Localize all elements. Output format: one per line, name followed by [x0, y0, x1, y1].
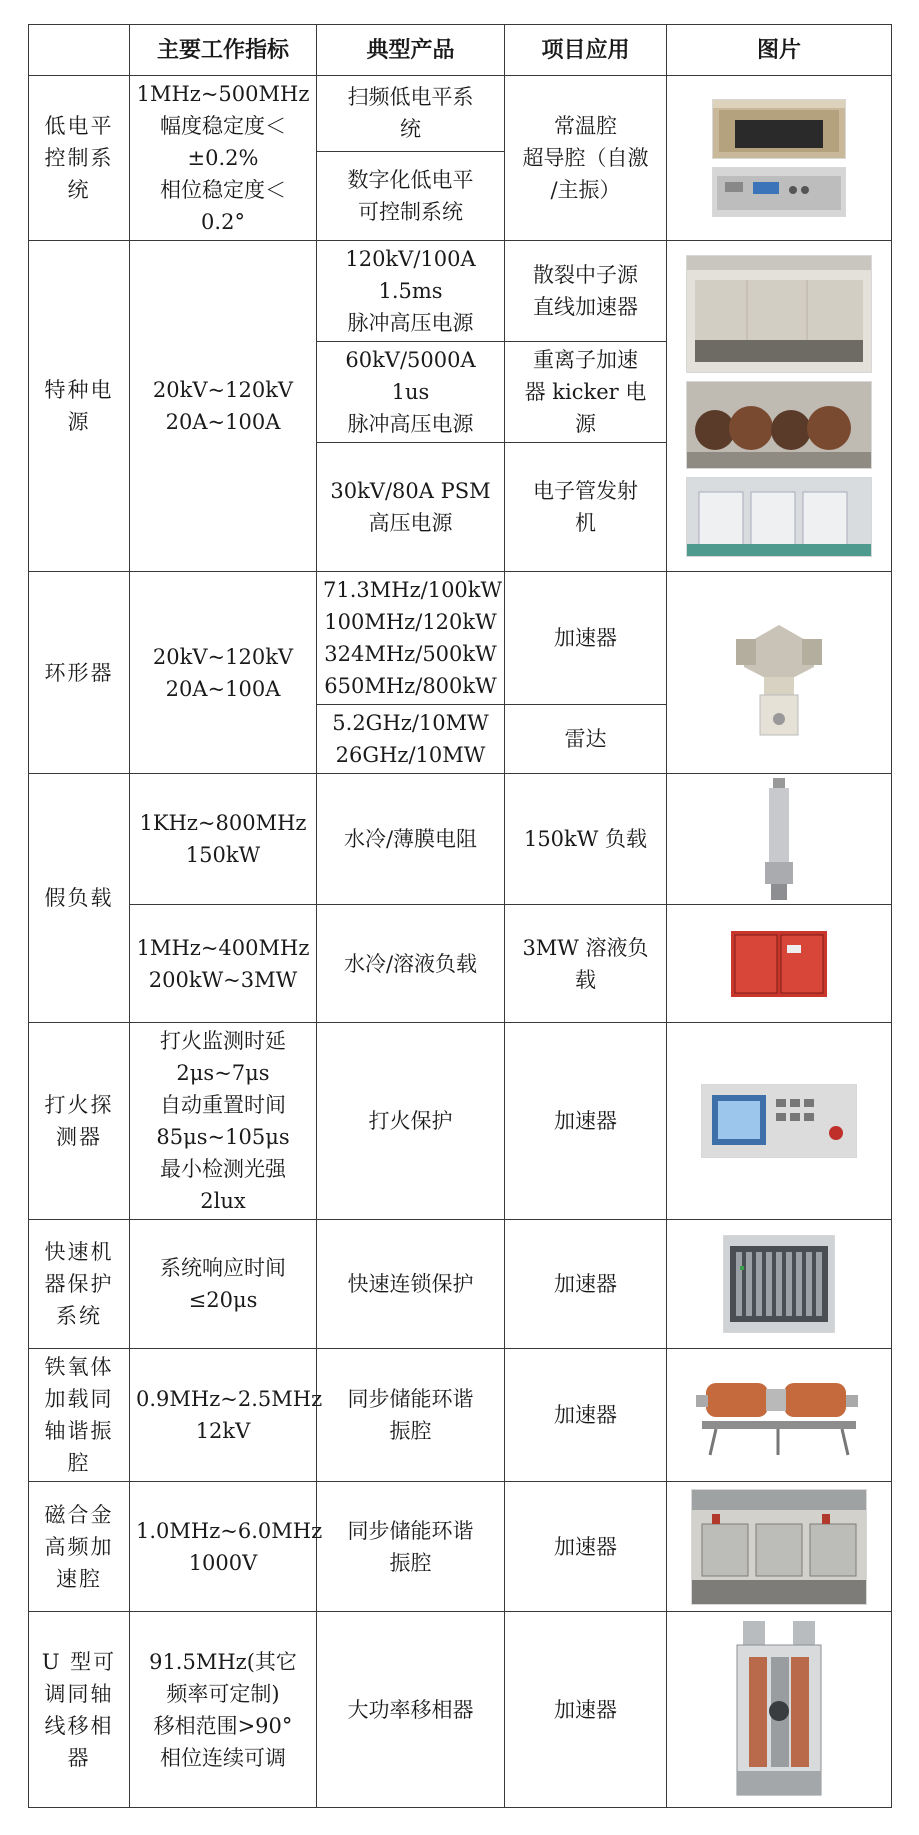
- table-row: [29, 1482, 892, 1612]
- application-cell: 3MW 溶液负 载: [505, 905, 667, 1023]
- psm-supply-photo: [686, 477, 872, 557]
- pulsed-hv-supply-photo: [686, 255, 872, 373]
- spec-cell: 20kV~120kV 20A~100A: [130, 241, 317, 572]
- photo-cell: [667, 774, 892, 905]
- photo-cell: [667, 1220, 892, 1349]
- application-cell: 150kW 负载: [505, 774, 667, 905]
- header-blank: [29, 25, 130, 76]
- application-cell: 常温腔 超导腔（自激 /主振）: [505, 76, 667, 241]
- application-cell: 重离子加速 器 kicker 电 源: [505, 342, 667, 443]
- header-photo: 图片: [667, 25, 892, 76]
- category-name: U 型可 调同轴 线移相 器: [29, 1612, 130, 1808]
- mps-crate-photo: [723, 1235, 835, 1333]
- application-cell: 加速器: [505, 1482, 667, 1612]
- table-row: [29, 572, 892, 705]
- application-cell: 加速器: [505, 1023, 667, 1220]
- product-cell: 水冷/薄膜电阻: [317, 774, 505, 905]
- table-row: [29, 774, 892, 905]
- llrf-rack-unit-photo: [712, 167, 846, 217]
- category-name: 环形器: [29, 572, 130, 774]
- product-cell: 打火保护: [317, 1023, 505, 1220]
- film-resistor-load-photo: [761, 778, 797, 900]
- spec-table: [28, 24, 892, 1808]
- spec-cell: 打火监测时延 2μs~7μs 自动重置时间 85μs~105μs 最小检测光强 2lux: [130, 1023, 317, 1220]
- spec-cell: 20kV~120kV 20A~100A: [130, 572, 317, 774]
- application-cell: 加速器: [505, 1349, 667, 1482]
- spec-cell: 91.5MHz(其它 频率可定制) 移相范围>90° 相位连续可调: [130, 1612, 317, 1808]
- circulator-photo: [730, 607, 828, 739]
- header-spec: 主要工作指标: [130, 25, 317, 76]
- product-cell: 120kV/100A 1.5ms 脉冲高压电源: [317, 241, 505, 342]
- phase-shifter-photo: [731, 1621, 827, 1799]
- category-name: 快速机 器保护 系统: [29, 1220, 130, 1349]
- application-cell: 加速器: [505, 572, 667, 705]
- photo-cell: [667, 1612, 892, 1808]
- header-row: [29, 25, 892, 76]
- category-name: 低电平 控制系 统: [29, 76, 130, 241]
- photo-cell: [667, 1482, 892, 1612]
- product-cell: 扫频低电平系 统: [317, 76, 505, 152]
- category-name: 磁合金 高频加 速腔: [29, 1482, 130, 1612]
- spec-cell: 0.9MHz~2.5MHz 12kV: [130, 1349, 317, 1482]
- spec-cell: 系统响应时间 ≤20μs: [130, 1220, 317, 1349]
- photo-cell: [667, 572, 892, 774]
- table-row: [29, 905, 892, 1023]
- kicker-supply-photo: [686, 381, 872, 469]
- alloy-cavity-photo: [691, 1489, 867, 1605]
- spec-cell: 1.0MHz~6.0MHz 1000V: [130, 1482, 317, 1612]
- application-cell: 加速器: [505, 1612, 667, 1808]
- solution-load-photo: [731, 931, 827, 997]
- category-name: 铁氧体 加载同 轴谐振 腔: [29, 1349, 130, 1482]
- product-cell: 同步储能环谐 振腔: [317, 1482, 505, 1612]
- arc-detector-panel-photo: [701, 1084, 857, 1158]
- ferrite-cavity-photo: [692, 1369, 866, 1461]
- header-product: 典型产品: [317, 25, 505, 76]
- table-row: [29, 1220, 892, 1349]
- category-name: 特种电 源: [29, 241, 130, 572]
- application-cell: 电子管发射 机: [505, 443, 667, 572]
- table-row: [29, 76, 892, 152]
- product-cell: 快速连锁保护: [317, 1220, 505, 1349]
- photo-cell: [667, 1023, 892, 1220]
- llrf-chassis-photo: [712, 99, 846, 159]
- product-cell: 30kV/80A PSM 高压电源: [317, 443, 505, 572]
- category-name: 打火探 测器: [29, 1023, 130, 1220]
- spec-cell: 1KHz~800MHz 150kW: [130, 774, 317, 905]
- photo-cell: [667, 76, 892, 241]
- table-row: [29, 1349, 892, 1482]
- product-cell: 水冷/溶液负载: [317, 905, 505, 1023]
- application-cell: 加速器: [505, 1220, 667, 1349]
- application-cell: 散裂中子源 直线加速器: [505, 241, 667, 342]
- spec-cell: 1MHz~400MHz 200kW~3MW: [130, 905, 317, 1023]
- application-cell: 雷达: [505, 705, 667, 774]
- product-cell: 同步储能环谐 振腔: [317, 1349, 505, 1482]
- table-row: [29, 1612, 892, 1808]
- table-row: [29, 1023, 892, 1220]
- spec-cell: 1MHz~500MHz 幅度稳定度＜ ±0.2% 相位稳定度＜ 0.2°: [130, 76, 317, 241]
- product-cell: 60kV/5000A 1us 脉冲高压电源: [317, 342, 505, 443]
- product-cell: 71.3MHz/100kW 100MHz/120kW 324MHz/500kW 650MHz/800kW: [317, 572, 505, 705]
- photo-cell: [667, 1349, 892, 1482]
- category-name: 假负载: [29, 774, 130, 1023]
- product-cell: 5.2GHz/10MW 26GHz/10MW: [317, 705, 505, 774]
- product-cell: 大功率移相器: [317, 1612, 505, 1808]
- product-cell: 数字化低电平 可控制系统: [317, 151, 505, 240]
- table-row: [29, 241, 892, 342]
- photo-cell: [667, 905, 892, 1023]
- photo-cell: [667, 241, 892, 572]
- header-application: 项目应用: [505, 25, 667, 76]
